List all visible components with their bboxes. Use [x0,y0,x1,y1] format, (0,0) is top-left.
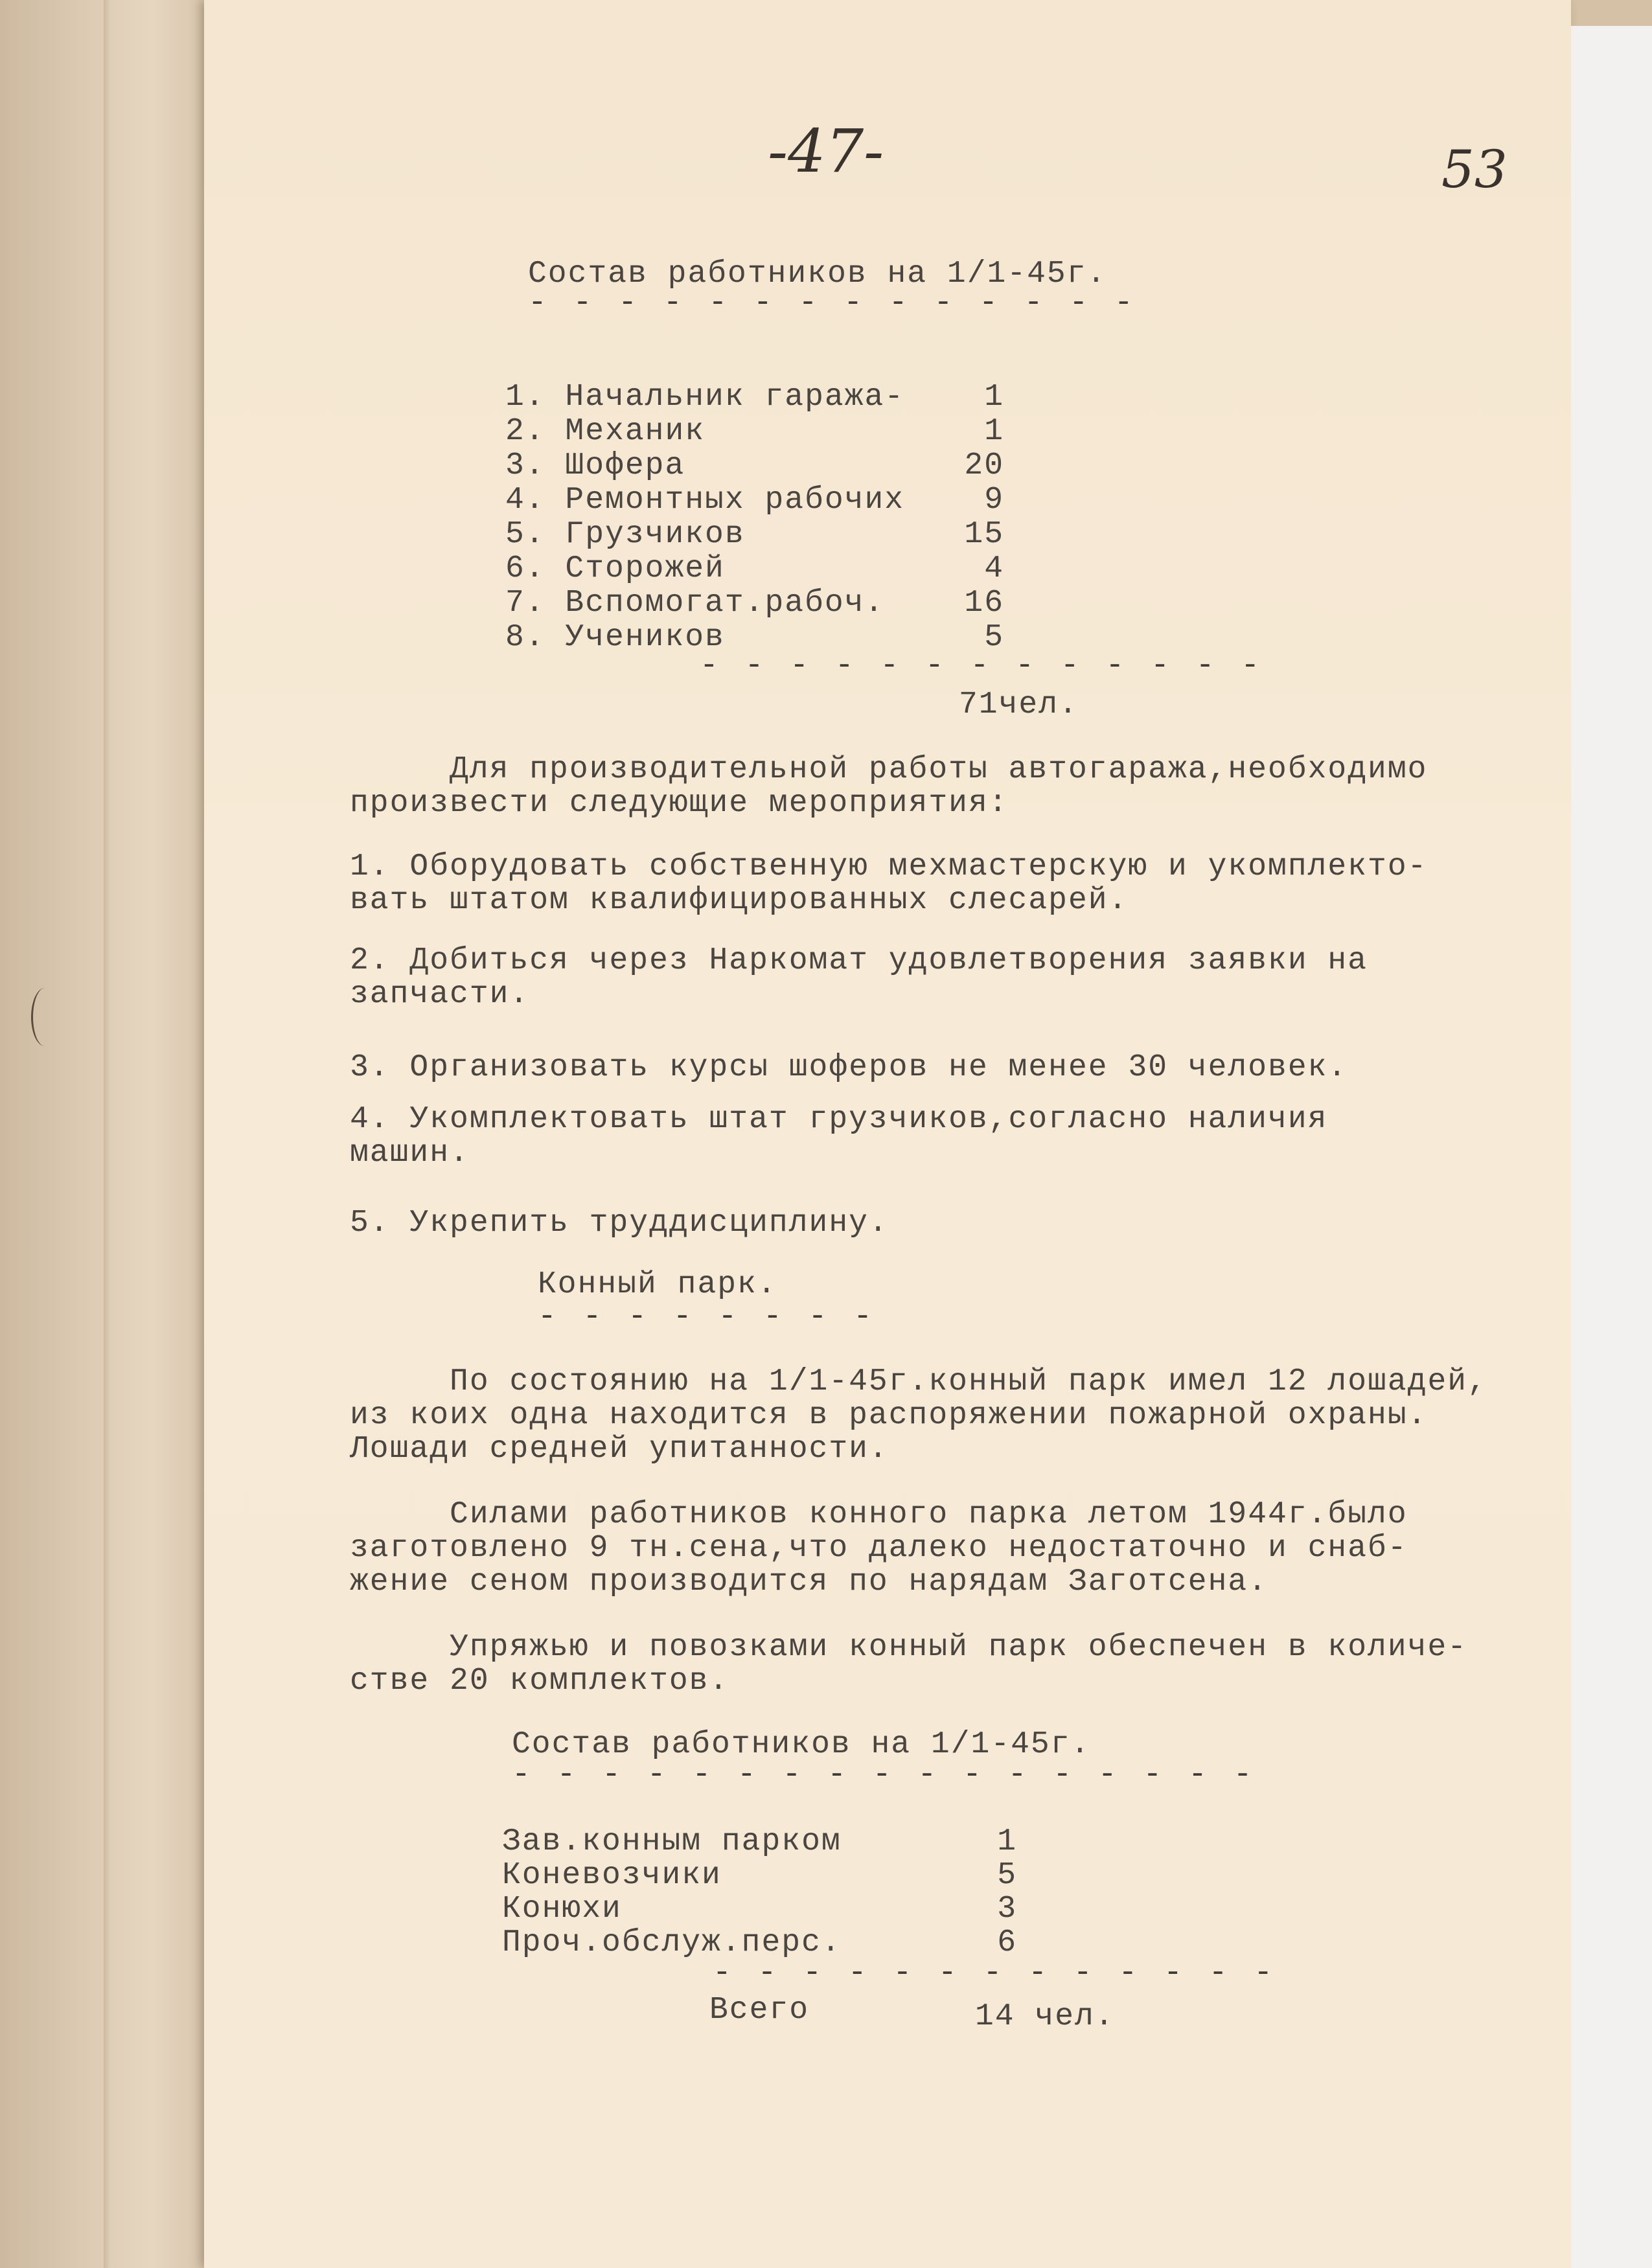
archive-number: 53 [1441,139,1508,200]
paragraph-line: из коих одна находится в распоряжении пожарной охраны. [350,1398,1428,1433]
staff-label: 1. Начальник гаража- [505,380,905,415]
staff-count: 20 [964,448,1004,483]
staff-count: 1 [984,414,1004,449]
section3-total-label: Всего [709,1993,810,2028]
staff-label: Проч.обслуж.перс. [502,1925,842,1960]
left-page-edge [0,0,204,2268]
section3-sum-rule: - - - - - - - - - - - - - [713,1956,1277,1991]
staff-count: 1 [984,380,1004,415]
intro-line: произвести следующие мероприятия: [350,786,1009,821]
staff-count: 5 [997,1858,1017,1893]
intro-line: Для производительной работы автогаража,необходимо [350,752,1428,787]
page-number: -47- [768,117,884,186]
staff-label: 5. Грузчиков [505,517,745,552]
measure-line: 4. Укомплектовать штат грузчиков,согласно наличия [350,1102,1328,1137]
measure-line: 3. Организовать курсы шоферов не менее 30 человек. [350,1050,1348,1085]
measure-line: машин. [350,1136,470,1171]
staff-label: 8. Учеников [505,620,725,655]
staff-count: 15 [964,517,1004,552]
section1-title: Состав работников на 1/1-45г. [528,257,1107,292]
section1-sum-rule: - - - - - - - - - - - - - [700,648,1264,683]
section2-title: Конный парк. [538,1267,777,1302]
staff-label: Коневозчики [502,1858,722,1893]
staff-count: 6 [997,1925,1017,1960]
paragraph-line: заготовлено 9 тн.сена,что далеко недостаточно и снаб- [350,1531,1408,1566]
staff-label: 3. Шофера [505,448,685,483]
paragraph-line: По состоянию на 1/1-45г.конный парк имел 12 лошадей, [350,1364,1487,1399]
paragraph-line: Упряжью и повозками конный парк обеспечен в количе- [350,1630,1468,1665]
section1-underline: - - - - - - - - - - - - - - [528,286,1137,321]
scan-right-strip [1571,26,1652,2268]
section3-underline: - - - - - - - - - - - - - - - - - [512,1758,1256,1793]
staff-count: 3 [997,1892,1017,1927]
staff-count: 9 [984,483,1004,518]
staff-label: Конюхи [502,1892,622,1927]
section3-total: 14 чел. [975,1999,1115,2034]
staff-label: 2. Механик [505,414,706,449]
staff-count: 16 [964,586,1004,621]
staff-count: 4 [984,551,1004,586]
section2-underline: - - - - - - - - [538,1300,877,1334]
paragraph-line: Лошади средней упитанности. [350,1432,889,1467]
staff-label: 7. Вспомогат.рабоч. [505,586,885,621]
page-crease [104,0,110,2268]
measure-line: вать штатом квалифицированных слесарей. [350,883,1129,918]
measure-line: 2. Добиться через Наркомат удовлетворения заявки на [350,943,1368,978]
staff-count: 5 [984,620,1004,655]
paragraph-line: Силами работников конного парка летом 1944г.было [350,1497,1408,1532]
measure-line: 5. Укрепить труддисциплину. [350,1206,889,1241]
measure-line: запчасти. [350,977,530,1012]
staff-label: 4. Ремонтных рабочих [505,483,905,518]
margin-mark [31,988,59,1046]
section3-title: Состав работников на 1/1-45г. [512,1727,1091,1762]
staff-label: 6. Сторожей [505,551,725,586]
staff-label: Зав.конным парком [502,1824,842,1859]
measure-line: 1. Оборудовать собственную мехмастерскую и укомплекто- [350,849,1428,884]
staff-count: 1 [997,1824,1017,1859]
paragraph-line: стве 20 комплектов. [350,1664,729,1699]
paragraph-line: жение сеном производится по нарядам Заготсена. [350,1564,1268,1599]
section1-total: 71чел. [959,687,1079,722]
